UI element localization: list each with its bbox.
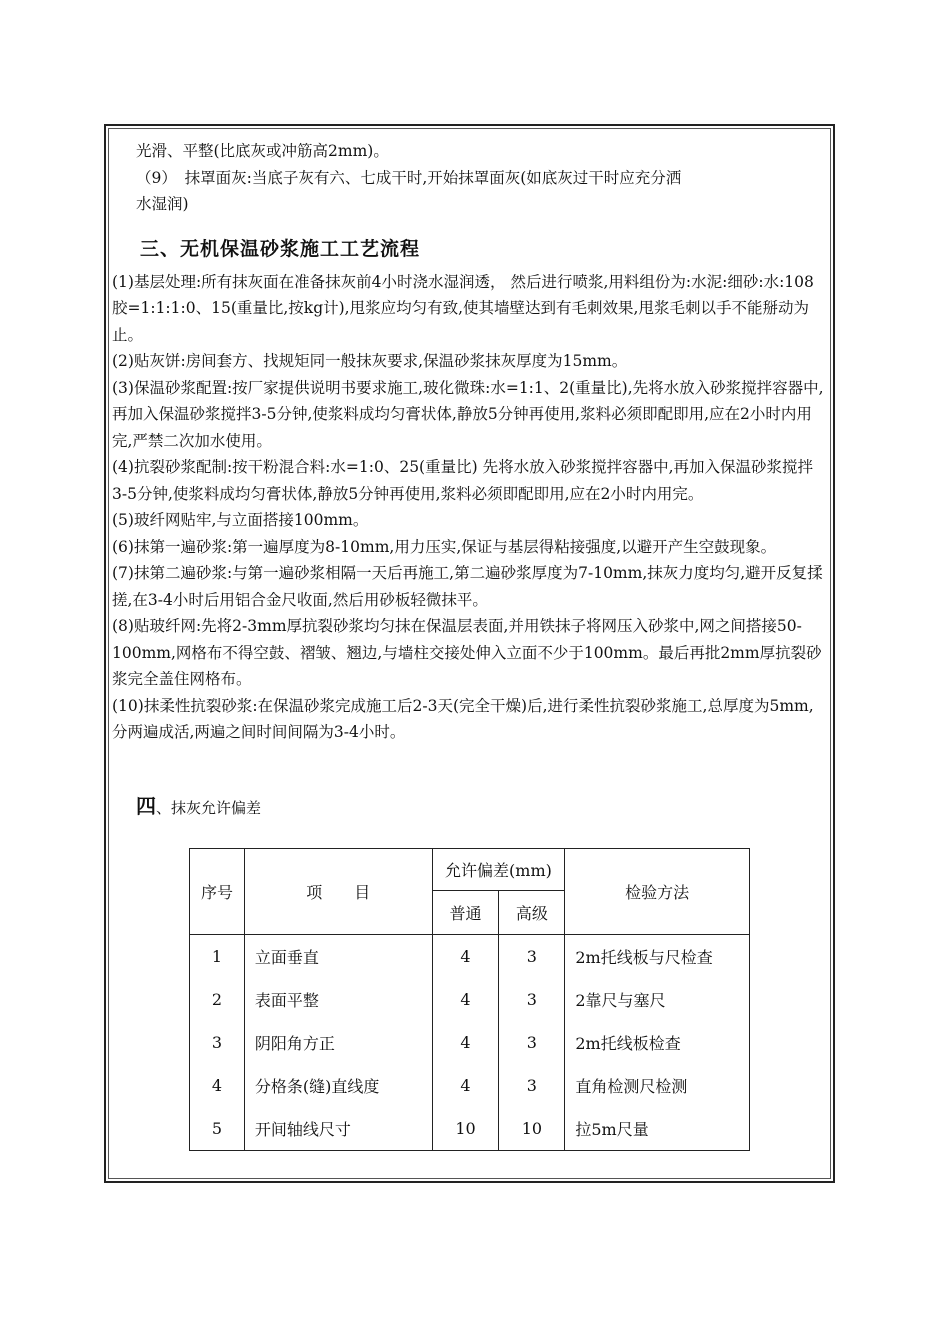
cell-advanced: 3	[499, 1021, 565, 1064]
header-item: 项 目	[244, 849, 432, 935]
cell-normal: 10	[432, 1107, 499, 1151]
section-4-title	[136, 790, 826, 819]
document-body	[112, 138, 826, 819]
table-row	[190, 978, 750, 1021]
step-3: (3)保温砂浆配置:按厂家提供说明书要求施工,玻化微珠:水=1:1、2(重量比),先将水放入砂浆搅拌容器中,再加入保温砂浆搅拌3-5分钟,使浆料成均匀膏状体,静放5分钟再使用,浆料必须即配即用,应在2小时内用完,严禁二次加水使用。	[112, 378, 824, 450]
cell-method: 直角检测尺检测	[565, 1064, 750, 1107]
table-row	[190, 1064, 750, 1107]
header-tolerance: 允许偏差(mm)	[432, 849, 565, 891]
cell-no: 5	[190, 1107, 245, 1151]
cell-no: 2	[190, 978, 245, 1021]
cell-item: 阴阳角方正	[244, 1021, 432, 1064]
section-3-steps	[112, 269, 824, 746]
cell-advanced: 3	[499, 1064, 565, 1107]
step-5: (5)玻纤网贴牢,与立面搭接100mm。	[112, 511, 369, 529]
header-method: 检验方法	[565, 849, 750, 935]
intro-line-1: 光滑、平整(比底灰或冲筋高2mm)。	[136, 142, 389, 160]
step-2: (2)贴灰饼:房间套方、找规矩同一般抹灰要求,保温砂浆抹灰厚度为15mm。	[112, 352, 628, 370]
cell-item: 立面垂直	[244, 935, 432, 979]
step-4: (4)抗裂砂浆配制:按干粉混合料:水=1:0、25(重量比) 先将水放入砂浆搅拌容器中,再加入保温砂浆搅拌3-5分钟,使浆料成均匀膏状体,静放5分钟再使用,浆料必须即配即用,应在2小时内用完。	[112, 458, 814, 503]
header-no: 序号	[190, 849, 245, 935]
section-3-title: 三、无机保温砂浆施工工艺流程	[140, 237, 421, 260]
intro-line-2: （9） 抹罩面灰:当底子灰有六、七成干时,开始抹罩面灰(如底灰过干时应充分洒	[136, 168, 682, 187]
step-8: (8)贴玻纤网:先将2-3mm厚抗裂砂浆均匀抹在保温层表面,并用铁抹子将网压入砂浆中,网之间搭接50-100mm,网格布不得空鼓、褶皱、翘边,与墙柱交接处伸入立面不少于100mm。最后再批2mm厚抗裂砂浆完全盖住网格布。	[112, 617, 822, 688]
cell-no: 4	[190, 1064, 245, 1107]
cell-normal: 4	[432, 1064, 499, 1107]
header-normal: 普通	[432, 891, 499, 935]
cell-normal: 4	[432, 935, 499, 979]
table-row	[190, 1107, 750, 1151]
step-1: (1)基层处理:所有抹灰面在准备抹灰前4小时浇水湿润透， 然后进行喷浆,用料组份为:水泥:细砂:水:108胶=1:1:1:0、15(重量比,按kg计),甩浆应均匀有致,使其墙壁达到有毛刺效果,甩浆毛刺以手不能掰动为止。	[112, 272, 814, 344]
step-10: (10)抹柔性抗裂砂浆:在保温砂浆完成施工后2-3天(完全干燥)后,进行柔性抗裂砂浆施工,总厚度为5mm,分两遍成活,两遍之间时间间隔为3-4小时。	[112, 696, 814, 741]
table-row	[190, 1021, 750, 1064]
step-7: (7)抹第二遍砂浆:与第一遍砂浆相隔一天后再施工,第二遍砂浆厚度为7-10mm,抹灰力度均匀,避开反复揉搓,在3-4小时后用铝合金尺收面,然后用砂板轻微抹平。	[112, 564, 823, 609]
cell-normal: 4	[432, 978, 499, 1021]
cell-item: 表面平整	[244, 978, 432, 1021]
tolerance-table	[189, 848, 750, 1151]
cell-method: 2m托线板与尺检查	[565, 935, 750, 979]
cell-item: 分格条(缝)直线度	[244, 1064, 432, 1107]
cell-no: 1	[190, 935, 245, 979]
step-6: (6)抹第一遍砂浆:第一遍厚度为8-10mm,用力压实,保证与基层得粘接强度,以避开产生空鼓现象。	[112, 537, 777, 556]
intro-line-3: 水湿润)	[136, 195, 189, 213]
section-4-label: 、抹灰允许偏差	[156, 798, 262, 817]
cell-no: 3	[190, 1021, 245, 1064]
section-4-number: 四	[136, 793, 156, 818]
cell-advanced: 3	[499, 935, 565, 979]
cell-normal: 4	[432, 1021, 499, 1064]
cell-method: 2m托线板检查	[565, 1021, 750, 1064]
cell-advanced: 10	[499, 1107, 565, 1151]
header-advanced: 高级	[499, 891, 565, 935]
cell-advanced: 3	[499, 978, 565, 1021]
cell-method: 拉5m尺量	[565, 1107, 750, 1151]
table-row	[190, 935, 750, 979]
cell-method: 2靠尺与塞尺	[565, 978, 750, 1021]
cell-item: 开间轴线尺寸	[244, 1107, 432, 1151]
